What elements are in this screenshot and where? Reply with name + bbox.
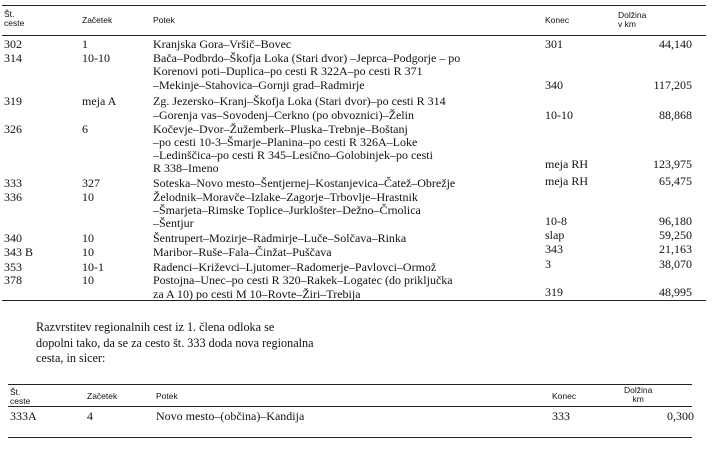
table-row: [0, 38, 710, 52]
cell-st: 353: [4, 260, 22, 274]
cell-konec: 3: [545, 257, 551, 271]
paragraph-line: cesta, in sicer:: [36, 351, 106, 365]
table2-header-zacetek: Začetek: [87, 391, 118, 401]
cell-zacetek: 10-10: [82, 51, 110, 65]
cell-zacetek: 10: [82, 231, 94, 245]
cell-potek: Šentrupert–Mozirje–Radmirje–Luče–Solčava–Rinka: [153, 231, 407, 245]
cell-st: 333A: [10, 409, 37, 423]
cell-potek: –Šmarjeta–Rimske Toplice–Jurklošter–Dežno–Črnolica: [153, 203, 421, 217]
cell-st: 340: [4, 231, 22, 245]
header-dolzina-line2: km: [632, 394, 644, 404]
cell-st: 326: [4, 122, 22, 136]
cell-st: 343 B: [4, 245, 34, 259]
cell-potek: Kranjska Gora–Vršič–Bovec: [153, 37, 292, 51]
table1-header-rule: [2, 35, 706, 36]
cell-konec: 333: [552, 409, 570, 423]
table1-bottom-rule: [2, 300, 706, 301]
cell-st: 378: [4, 273, 22, 287]
cell-potek: Novo mesto–(občina)–Kandija: [156, 409, 305, 423]
cell-st: 314: [4, 51, 22, 65]
table1-header-st: [4, 10, 24, 28]
table2-header-rule: [8, 406, 692, 407]
cell-zacetek: 10-1: [82, 260, 104, 274]
table2-header-st: [10, 388, 30, 406]
cell-st: 336: [4, 190, 22, 204]
cell-zacetek: 327: [82, 176, 100, 190]
cell-konec: slap: [545, 228, 565, 242]
cell-st: 319: [4, 94, 22, 108]
cell-st: 302: [4, 37, 22, 51]
body-paragraph: [36, 320, 366, 367]
cell-dolzina: 38,070: [659, 257, 692, 271]
header-dolzina-line1: Dolžina: [624, 385, 653, 395]
cell-konec: 10-8: [545, 214, 567, 228]
table1-header-dolzina: [618, 11, 646, 29]
cell-potek: –po cesti 10-3–Šmarje–Planina–po cesti R 326A–Loke: [153, 135, 418, 149]
cell-konec: 10-10: [545, 108, 573, 122]
header-st-line2: ceste: [4, 18, 25, 28]
cell-potek: –Šentjur: [153, 216, 194, 230]
table2-header-potek: Potek: [156, 391, 178, 401]
cell-zacetek: 1: [82, 37, 88, 51]
cell-dolzina: 65,475: [659, 174, 692, 188]
cell-potek: Zg. Jezersko–Kranj–Škofja Loka (Stari dvor)–po cesti R 314: [153, 94, 446, 108]
cell-konec: 343: [545, 242, 563, 256]
table1-header-potek: Potek: [153, 15, 175, 25]
header-st-line1: Št.: [10, 387, 21, 397]
cell-dolzina: 44,140: [659, 37, 692, 51]
cell-potek: za A 10) po cesti M 10–Rovte–Žiri–Trebija: [153, 287, 361, 301]
table2-header-konec: Konec: [552, 391, 577, 401]
header-st-line2: ceste: [10, 396, 31, 406]
cell-dolzina: 123,975: [653, 157, 692, 171]
cell-dolzina: 21,163: [659, 242, 692, 256]
cell-zacetek: 10: [82, 273, 94, 287]
cell-konec: 301: [545, 37, 563, 51]
header-dolzina-line2: v km: [618, 19, 636, 29]
cell-dolzina: 96,180: [659, 214, 692, 228]
cell-dolzina: 88,868: [659, 108, 692, 122]
table2-top-rule: [8, 384, 692, 385]
cell-potek: Korenovi poti–Duplica–po cesti R 322A–po cesti R 371: [153, 64, 423, 78]
cell-potek: –Mekinje–Stahovica–Gornji grad–Radmirje: [153, 78, 365, 92]
cell-zacetek: meja A: [82, 94, 117, 108]
cell-dolzina: 0,300: [667, 409, 694, 423]
cell-zacetek: 10: [82, 190, 94, 204]
table1-top-rule: [2, 5, 706, 6]
cell-konec: meja RH: [545, 174, 588, 188]
cell-st: 333: [4, 176, 22, 190]
cell-dolzina: 48,995: [659, 285, 692, 299]
cell-potek: R 338–Imeno: [153, 161, 219, 175]
cell-dolzina: 117,205: [653, 78, 692, 92]
cell-potek: –Gorenja vas–Sovodenj–Cerkno (po obvoznici)–Želin: [153, 108, 414, 122]
cell-potek: –Ledinščica–po cesti R 345–Lesično–Golobinjek–po cesti: [153, 148, 433, 162]
cell-potek: Kočevje–Dvor–Žužemberk–Pluska–Trebnje–Boštanj: [153, 122, 408, 136]
table2-bottom-rule: [8, 437, 692, 438]
cell-zacetek: 4: [87, 409, 93, 423]
cell-potek: Postojna–Unec–po cesti R 320–Rakek–Logatec (do priključka: [153, 273, 453, 287]
cell-potek: Bača–Podbrdo–Škofja Loka (Stari dvor) –Jeprca–Podgorje – po: [153, 51, 461, 65]
cell-potek: Soteska–Novo mesto–Šentjernej–Kostanjevica–Čatež–Obrežje: [153, 176, 456, 190]
cell-dolzina: 59,250: [659, 228, 692, 242]
cell-potek: Maribor–Ruše–Fala–Činžat–Puščava: [153, 245, 332, 259]
cell-potek: Želodnik–Moravče–Izlake–Zagorje–Trbovlje–Hrastnik: [153, 190, 418, 204]
cell-konec: 319: [545, 285, 563, 299]
table1-header-zacetek: Začetek: [82, 15, 113, 25]
header-dolzina-line1: Dolžina: [618, 10, 647, 20]
cell-konec: 340: [545, 78, 563, 92]
cell-zacetek: 10: [82, 245, 94, 259]
cell-potek: Radenci–Križevci–Ljutomer–Radomerje–Pavlovci–Ormož: [153, 260, 437, 274]
header-st-line1: Št.: [4, 9, 15, 19]
table1-header-konec: Konec: [545, 15, 570, 25]
table2-header-dolzina: [624, 386, 652, 404]
paragraph-line: Razvrstitev regionalnih cest iz 1. člena odloka se: [36, 320, 275, 334]
cell-konec: meja RH: [545, 157, 588, 171]
paragraph-line: dopolni tako, da se za cesto št. 333 doda nova regionalna: [36, 335, 314, 350]
cell-zacetek: 6: [82, 122, 88, 136]
